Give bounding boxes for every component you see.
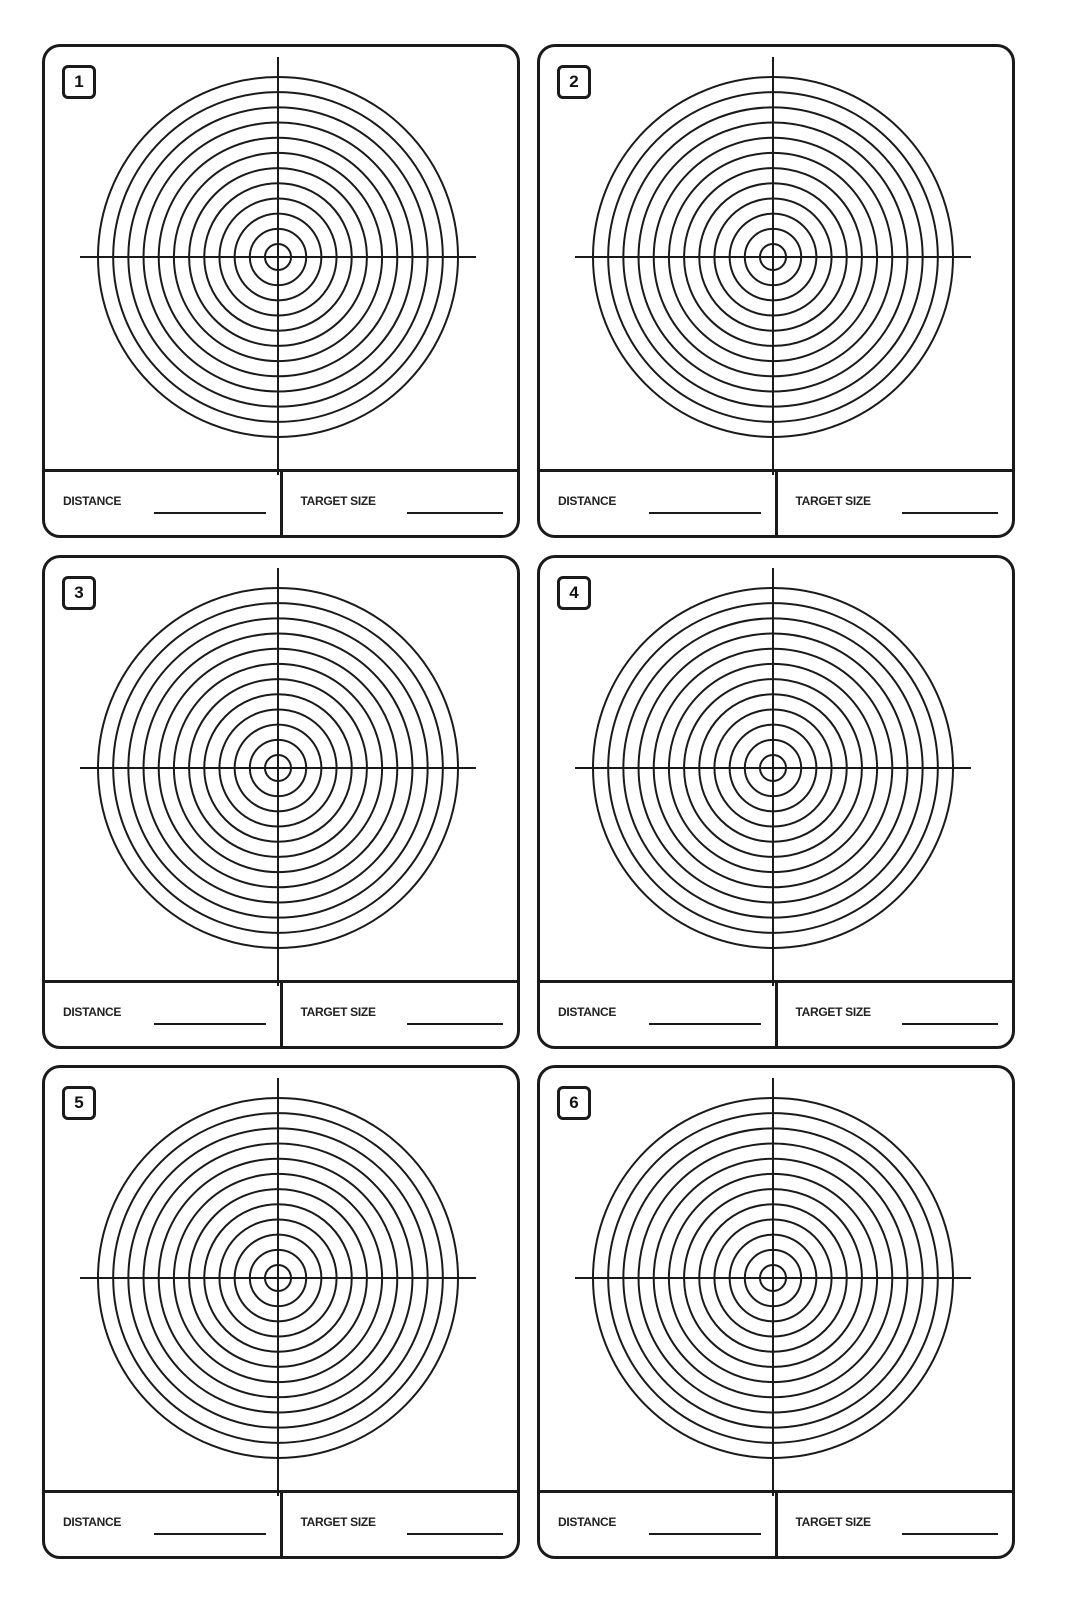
- target-size-field[interactable]: [283, 1493, 518, 1556]
- distance-write-line[interactable]: [649, 1023, 761, 1025]
- target-card-6: [537, 1065, 1015, 1559]
- target-card-1: [42, 44, 520, 538]
- target-size-field[interactable]: [283, 472, 518, 535]
- target-size-label: TARGET SIZE: [300, 1515, 376, 1529]
- target-number-badge: 4: [557, 576, 591, 610]
- target-number-badge: 6: [557, 1086, 591, 1120]
- distance-write-line[interactable]: [154, 1023, 266, 1025]
- target-size-write-line[interactable]: [407, 1023, 503, 1025]
- distance-label: DISTANCE: [63, 494, 122, 508]
- card-footer: [540, 469, 1012, 535]
- distance-write-line[interactable]: [649, 512, 761, 514]
- target-rings: [45, 1068, 517, 1496]
- target-size-label: TARGET SIZE: [795, 1515, 871, 1529]
- target-card-4: [537, 555, 1015, 1049]
- target-size-write-line[interactable]: [407, 512, 503, 514]
- target-rings: [540, 47, 1012, 475]
- distance-field[interactable]: [540, 1493, 778, 1556]
- target-size-field[interactable]: [778, 983, 1013, 1046]
- target-number-badge: 2: [557, 65, 591, 99]
- target-size-field[interactable]: [778, 1493, 1013, 1556]
- target-rings: [540, 558, 1012, 986]
- target-size-field[interactable]: [283, 983, 518, 1046]
- target-rings: [45, 47, 517, 475]
- card-footer: [45, 980, 517, 1046]
- distance-label: DISTANCE: [63, 1515, 122, 1529]
- target-size-write-line[interactable]: [902, 1023, 998, 1025]
- target-size-label: TARGET SIZE: [300, 494, 376, 508]
- distance-label: DISTANCE: [558, 1005, 617, 1019]
- distance-field[interactable]: [540, 472, 778, 535]
- target-size-write-line[interactable]: [407, 1533, 503, 1535]
- target-card-3: [42, 555, 520, 1049]
- distance-label: DISTANCE: [63, 1005, 122, 1019]
- card-footer: [540, 980, 1012, 1046]
- target-size-write-line[interactable]: [902, 512, 998, 514]
- target-size-field[interactable]: [778, 472, 1013, 535]
- target-size-label: TARGET SIZE: [795, 494, 871, 508]
- distance-field[interactable]: [45, 1493, 283, 1556]
- distance-field[interactable]: [45, 983, 283, 1046]
- distance-write-line[interactable]: [154, 1533, 266, 1535]
- card-footer: [45, 1490, 517, 1556]
- target-card-5: [42, 1065, 520, 1559]
- target-card-2: [537, 44, 1015, 538]
- target-size-label: TARGET SIZE: [300, 1005, 376, 1019]
- distance-write-line[interactable]: [649, 1533, 761, 1535]
- card-footer: [540, 1490, 1012, 1556]
- target-size-label: TARGET SIZE: [795, 1005, 871, 1019]
- target-number-badge: 3: [62, 576, 96, 610]
- card-footer: [45, 469, 517, 535]
- distance-field[interactable]: [45, 472, 283, 535]
- target-number-badge: 1: [62, 65, 96, 99]
- distance-label: DISTANCE: [558, 1515, 617, 1529]
- target-number-badge: 5: [62, 1086, 96, 1120]
- distance-write-line[interactable]: [154, 512, 266, 514]
- target-size-write-line[interactable]: [902, 1533, 998, 1535]
- distance-label: DISTANCE: [558, 494, 617, 508]
- target-rings: [540, 1068, 1012, 1496]
- target-rings: [45, 558, 517, 986]
- distance-field[interactable]: [540, 983, 778, 1046]
